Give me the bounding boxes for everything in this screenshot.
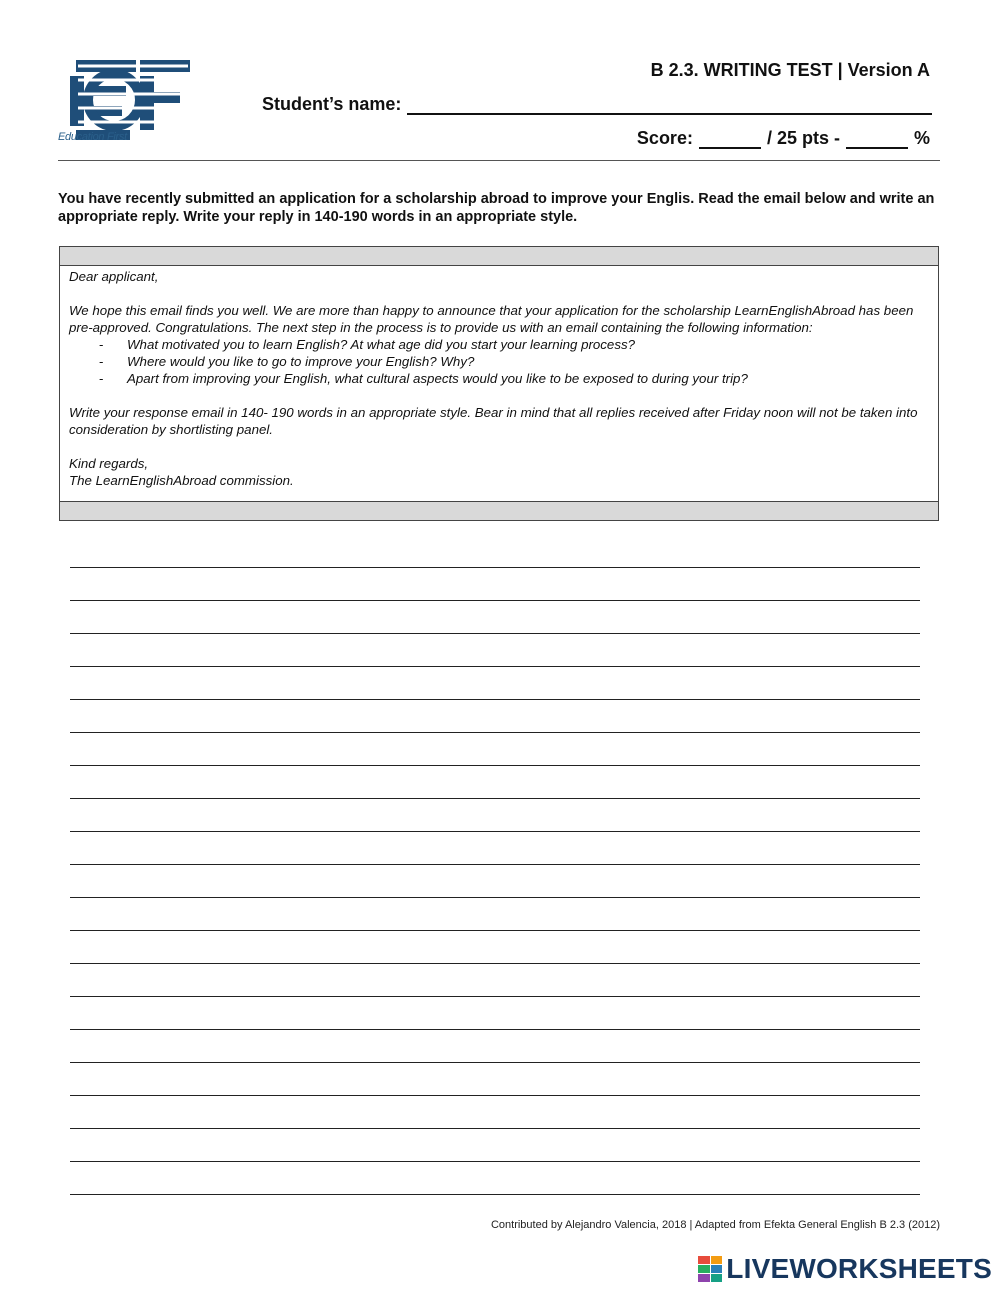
email-intro: We hope this email finds you well. We are more than happy to announce that your application for the scholarship LearnEnglishAbroad has been pre-approved. Congratulations. The next step in the process is to provide us with an email containing the following information:	[69, 303, 914, 335]
email-signoff: Kind regards,	[69, 456, 149, 471]
answer-line[interactable]	[70, 535, 920, 568]
email-box-top-bar	[60, 247, 938, 266]
answer-line[interactable]	[70, 766, 920, 799]
answer-line[interactable]	[70, 634, 920, 667]
answer-line[interactable]	[70, 1096, 920, 1129]
score-points-blank[interactable]	[699, 129, 761, 149]
score-label: Score:	[636, 128, 693, 148]
liveworksheets-logo-icon	[698, 1256, 722, 1282]
answer-line[interactable]	[70, 568, 920, 601]
header-divider	[58, 160, 940, 161]
score-total: / 25 pts -	[766, 128, 840, 148]
answer-line[interactable]	[70, 997, 920, 1030]
answer-line[interactable]	[70, 898, 920, 931]
student-name-row	[262, 94, 932, 115]
answer-line[interactable]	[70, 601, 920, 634]
score-row	[637, 128, 930, 149]
list-item: - Apart from improving your English, what cultural aspects would you like to be exposed to during your trip?	[69, 370, 928, 387]
liveworksheets-watermark	[698, 1253, 992, 1285]
footer-credit: Contributed by Alejandro Valencia, 2018 | Adapted from Efekta General English B 2.3 (2012)	[490, 1219, 940, 1231]
test-title: B 2.3. WRITING TEST | Version A	[650, 60, 930, 80]
email-prompt-box	[59, 246, 939, 521]
answer-line[interactable]	[70, 1030, 920, 1063]
logo-caption: Education First	[58, 131, 127, 143]
task-instructions: You have recently submitted an application for a scholarship abroad to improve your Englis. Read the email below and write an appropriate reply. Write your reply in 140-190 words in an appropriate style.	[58, 191, 935, 225]
email-body	[69, 268, 928, 489]
answer-line[interactable]	[70, 1063, 920, 1096]
liveworksheets-wordmark: LIVEWORKSHEETS	[726, 1253, 992, 1284]
list-item: - Where would you like to go to improve your English? Why?	[69, 353, 928, 370]
bullet-dash-icon: -	[99, 371, 104, 386]
bullet-dash-icon: -	[99, 337, 104, 352]
answer-line[interactable]	[70, 865, 920, 898]
answer-line[interactable]	[70, 832, 920, 865]
bullet-dash-icon: -	[99, 354, 104, 369]
answer-line[interactable]	[70, 931, 920, 964]
email-signature: The LearnEnglishAbroad commission.	[69, 473, 294, 488]
answer-line[interactable]	[70, 733, 920, 766]
email-box-bottom-bar	[60, 501, 938, 520]
answer-line[interactable]	[70, 667, 920, 700]
answer-line[interactable]	[70, 964, 920, 997]
list-item: - What motivated you to learn English? At what age did you start your learning process?	[69, 336, 928, 353]
answer-line[interactable]	[70, 1162, 920, 1195]
email-question-list	[69, 336, 928, 387]
score-percent-sign: %	[913, 128, 930, 148]
answer-line[interactable]	[70, 1129, 920, 1162]
email-closing-note: Write your response email in 140- 190 words in an appropriate style. Bear in mind that all replies received after Friday noon will not be taken into consideration by shortlisting panel.	[69, 405, 918, 437]
student-name-label: Student’s name:	[262, 94, 402, 114]
student-name-blank[interactable]	[407, 95, 932, 115]
answer-line[interactable]	[70, 700, 920, 733]
score-percent-blank[interactable]	[846, 129, 908, 149]
answer-writing-area[interactable]	[70, 535, 920, 1195]
answer-line[interactable]	[70, 799, 920, 832]
email-greeting: Dear applicant,	[69, 269, 159, 284]
